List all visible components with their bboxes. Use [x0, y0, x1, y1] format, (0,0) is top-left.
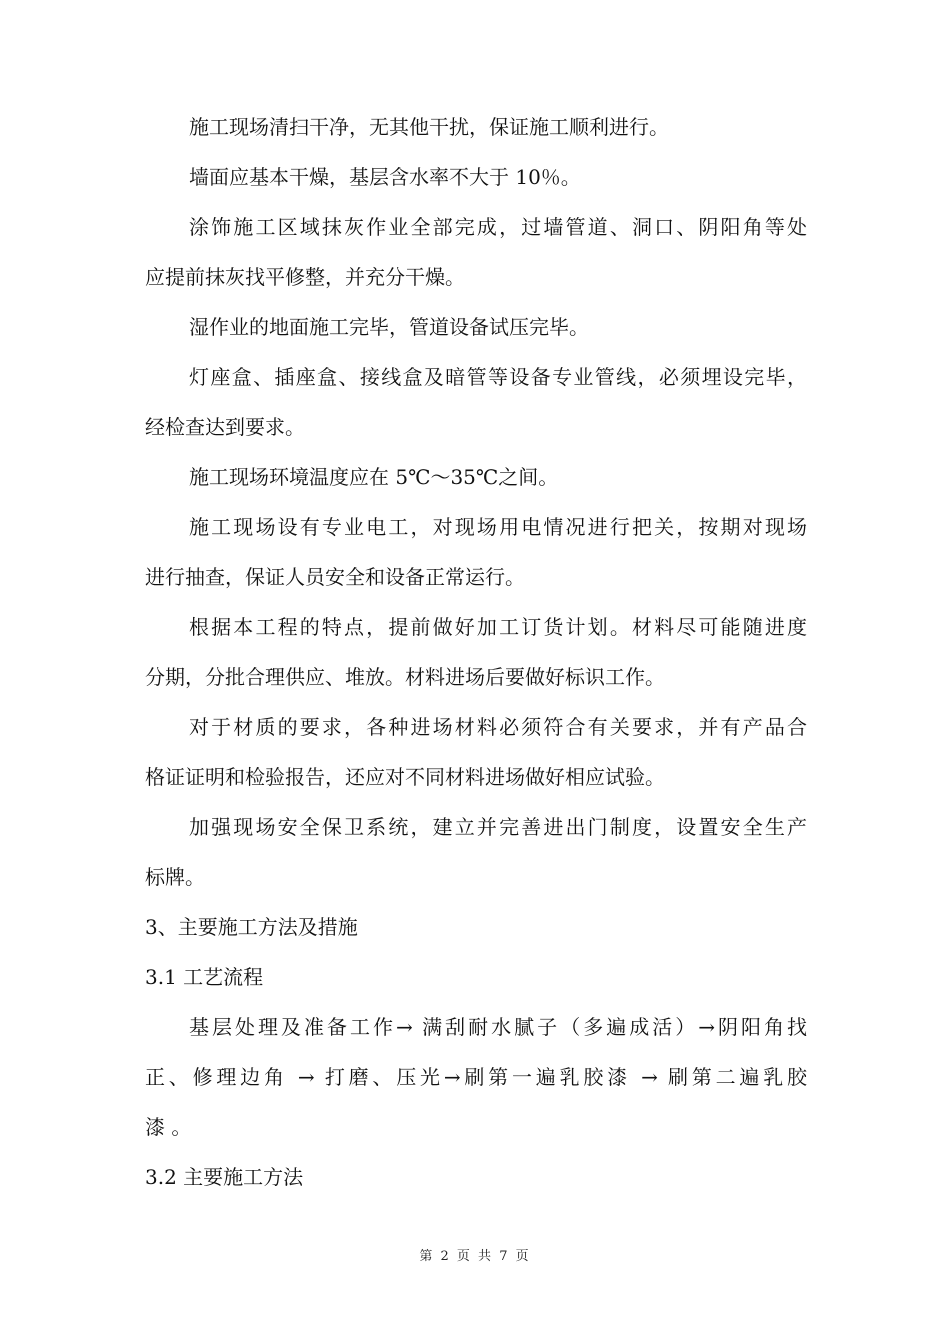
- paragraph-line: 灯座盒、插座盒、接线盒及暗管等设备专业管线，必须埋设完毕，: [189, 365, 807, 389]
- subsection-heading: 3.1 工艺流程: [145, 965, 264, 989]
- paragraph-line: 根据本工程的特点，提前做好加工订货计划。材料尽可能随进度: [189, 615, 807, 639]
- paragraph-line: 对于材质的要求，各种进场材料必须符合有关要求，并有产品合: [189, 715, 807, 739]
- paragraph-line: 施工现场环境温度应在 5℃～35℃之间。: [189, 465, 559, 489]
- subsection-heading: 3.2 主要施工方法: [145, 1165, 304, 1189]
- paragraph-line: 正、修理边角 → 打磨、压光→刷第一遍乳胶漆 → 刷第二遍乳胶: [145, 1065, 807, 1089]
- paragraph-line: 墙面应基本干燥，基层含水率不大于 10％。: [189, 165, 581, 189]
- paragraph-line: 经检查达到要求。: [145, 415, 305, 439]
- page-footer: 第 2 页 共 7 页: [419, 1249, 531, 1264]
- paragraph-line: 施工现场设有专业电工，对现场用电情况进行把关，按期对现场: [189, 515, 807, 539]
- paragraph-line: 施工现场清扫干净，无其他干扰，保证施工顺利进行。: [189, 115, 669, 139]
- paragraph-line: 进行抽查，保证人员安全和设备正常运行。: [145, 565, 525, 589]
- paragraph-line: 加强现场安全保卫系统，建立并完善进出门制度，设置安全生产: [189, 815, 807, 839]
- paragraph-line: 标牌。: [145, 865, 205, 889]
- paragraph-line: 涂饰施工区域抹灰作业全部完成，过墙管道、洞口、阴阳角等处: [189, 215, 807, 239]
- section-heading: 3、主要施工方法及措施: [145, 915, 358, 939]
- paragraph-line: 分期，分批合理供应、堆放。材料进场后要做好标识工作。: [145, 665, 665, 689]
- paragraph-line: 漆 。: [145, 1115, 192, 1139]
- paragraph-line: 湿作业的地面施工完毕，管道设备试压完毕。: [189, 315, 589, 339]
- paragraph-line: 应提前抹灰找平修整，并充分干燥。: [145, 265, 465, 289]
- paragraph-line: 基层处理及准备工作→ 满刮耐水腻子（多遍成活）→阴阳角找: [189, 1015, 807, 1039]
- paragraph-line: 格证证明和检验报告，还应对不同材料进场做好相应试验。: [145, 765, 665, 789]
